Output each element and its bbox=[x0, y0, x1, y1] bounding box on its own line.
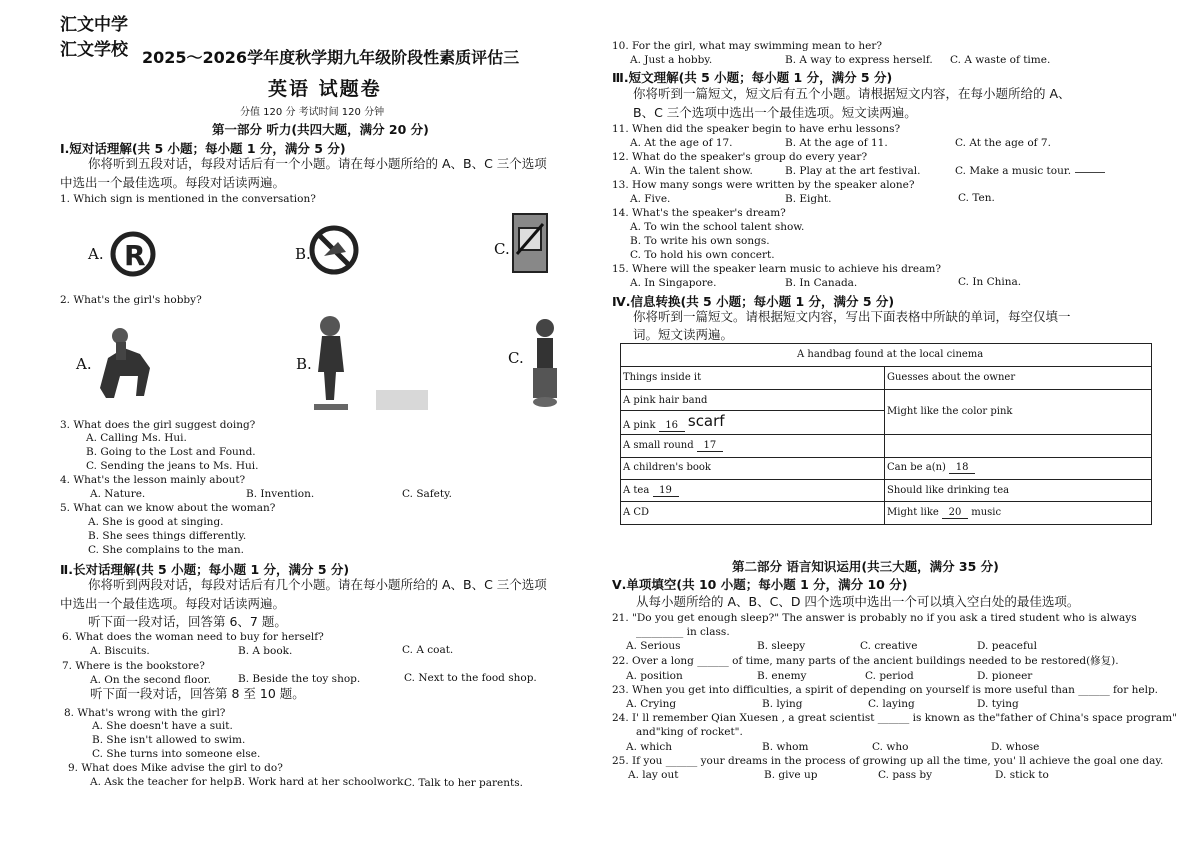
question-10: 10. For the girl, what may swimming mean to her? bbox=[612, 40, 883, 52]
q14-option-c: C. To hold his own concert. bbox=[630, 249, 775, 261]
table-divider bbox=[621, 410, 884, 411]
table-divider bbox=[621, 501, 1151, 502]
table-cell-small-round bbox=[623, 440, 723, 452]
q22-option-d: D. pioneer bbox=[977, 670, 1033, 682]
question-21-line-2: _________ in class. bbox=[636, 626, 730, 638]
q25-option-d: D. stick to bbox=[995, 769, 1049, 781]
q14-option-b: B. To write his own songs. bbox=[630, 235, 770, 247]
section4-instruction-2: 词。短文读两遍。 bbox=[633, 327, 734, 342]
blank-16[interactable] bbox=[659, 420, 685, 432]
q12-option-b: B. Play at the art festival. bbox=[785, 165, 921, 177]
section3-heading: Ⅲ.短文理解(共 5 小题；每小题 1 分，满分 5 分) bbox=[612, 70, 893, 85]
table-cell-text: Might like bbox=[887, 507, 939, 518]
q15-option-a: A. In Singapore. bbox=[630, 277, 717, 289]
q24-option-d: D. whose bbox=[991, 741, 1040, 753]
q12-option-c: C. Make a music tour. bbox=[955, 165, 1072, 177]
blank-number: 19 bbox=[659, 485, 672, 496]
table-cell-guess-occupation bbox=[887, 462, 975, 474]
section2-instruction: 你将听到两段对话，每段对话后有几个小题。请在每小题所给的 A、B、C 三个选项 bbox=[88, 577, 547, 592]
q10-option-b: B. A way to express herself. bbox=[785, 54, 933, 66]
table-cell-guess-music bbox=[887, 507, 1001, 519]
question-6: 6. What does the woman need to buy for herself? bbox=[62, 631, 324, 643]
q14-option-a: A. To win the school talent show. bbox=[630, 221, 805, 233]
table-cell-text: A pink bbox=[623, 420, 656, 431]
table-cell-tea bbox=[623, 485, 679, 497]
picture-shadow bbox=[376, 386, 428, 412]
q10-option-a: A. Just a hobby. bbox=[630, 54, 713, 66]
score-time: 分值 120 分 考试时间 120 分钟 bbox=[240, 107, 385, 118]
q21-option-c: C. creative bbox=[860, 640, 918, 652]
q7-option-b: B. Beside the toy shop. bbox=[238, 673, 361, 685]
blank-20[interactable] bbox=[942, 507, 968, 519]
q11-option-b: B. At the age of 11. bbox=[785, 137, 888, 149]
q7-option-c: C. Next to the food shop. bbox=[404, 672, 537, 684]
listen-instruction-8-10: 听下面一段对话，回答第 8 至 10 题。 bbox=[90, 686, 305, 701]
info-table bbox=[620, 343, 1152, 525]
section4-heading: Ⅳ.信息转换(共 5 小题；每小题 1 分，满分 5 分) bbox=[612, 294, 895, 309]
q13-option-b: B. Eight. bbox=[785, 193, 832, 205]
school-name-1: 汇文中学 bbox=[60, 15, 128, 35]
question-9: 9. What does Mike advise the girl to do? bbox=[68, 762, 283, 774]
q21-option-a: A. Serious bbox=[626, 640, 681, 652]
q12-option-a: A. Win the talent show. bbox=[630, 165, 753, 177]
blank-number: 17 bbox=[703, 440, 717, 451]
q6-option-a: A. Biscuits. bbox=[90, 645, 150, 657]
table-cell-text: Can be a(n) bbox=[887, 462, 946, 473]
question-3: 3. What does the girl suggest doing? bbox=[60, 419, 256, 431]
section1-heading: Ⅰ.短对话理解(共 5 小题；每小题 1 分，满分 5 分) bbox=[60, 141, 346, 156]
q22-option-c: C. period bbox=[865, 670, 914, 682]
registered-sign-icon bbox=[108, 218, 158, 286]
q4-option-a: A. Nature. bbox=[90, 488, 146, 500]
q3-option-c: C. Sending the jeans to Ms. Hui. bbox=[86, 460, 259, 472]
part2-heading: 第二部分 语言知识运用(共三大题，满分 35 分) bbox=[732, 559, 999, 574]
q7-option-a: A. On the second floor. bbox=[90, 674, 211, 686]
q15-option-b: B. In Canada. bbox=[785, 277, 858, 289]
table-cell-cd: A CD bbox=[623, 507, 650, 518]
section3-instruction-2: B、C 三个选项中选出一个最佳选项。短文读两遍。 bbox=[633, 105, 917, 120]
q8-option-a: A. She doesn't have a suit. bbox=[92, 720, 233, 732]
no-photo-sign-icon bbox=[510, 210, 550, 276]
exam-subtitle: 英语 试题卷 bbox=[268, 78, 382, 100]
table-cell-childrens-book: A children's book bbox=[623, 462, 711, 473]
school-name-2: 汇文学校 bbox=[60, 40, 128, 60]
table-cell-hair-band: A pink hair band bbox=[623, 395, 708, 406]
section3-instruction: 你将听到一篇短文，短文后有五个小题。请根据短文内容，在每小题所给的 A、 bbox=[633, 86, 1071, 101]
table-cell-text: A small round bbox=[623, 440, 694, 451]
q4-option-b: B. Invention. bbox=[246, 488, 315, 500]
q23-option-c: C. laying bbox=[868, 698, 915, 710]
q13-option-a: A. Five. bbox=[630, 193, 671, 205]
question-1: 1. Which sign is mentioned in the conversation? bbox=[60, 193, 316, 205]
table-divider bbox=[621, 434, 1151, 435]
q3-option-a: A. Calling Ms. Hui. bbox=[86, 432, 187, 444]
table-divider bbox=[621, 479, 1151, 480]
blank-18[interactable] bbox=[949, 462, 975, 474]
skateboarder-picture bbox=[310, 312, 352, 416]
question-2: 2. What's the girl's hobby? bbox=[60, 294, 202, 306]
stray-mark bbox=[1075, 172, 1105, 173]
q25-option-c: C. pass by bbox=[878, 769, 933, 781]
horse-riding-picture bbox=[94, 318, 156, 404]
section5-heading: Ⅴ.单项填空(共 10 小题；每小题 1 分，满分 10 分) bbox=[612, 577, 908, 592]
q15-option-c: C. In China. bbox=[958, 276, 1022, 288]
q24-option-c: C. who bbox=[872, 741, 909, 753]
section2-heading: Ⅱ.长对话理解(共 5 小题；每小题 1 分，满分 5 分) bbox=[60, 562, 350, 577]
question-24: 24. I' ll remember Qian Xuesen , a great scientist ______ is known as the"father of China's space program" bbox=[612, 712, 1177, 724]
q8-option-c: C. She turns into someone else. bbox=[92, 748, 261, 760]
table-cell-pink-blank bbox=[623, 414, 725, 432]
q1-label-c: C. bbox=[494, 240, 510, 258]
q10-option-c: C. A waste of time. bbox=[950, 54, 1051, 66]
table-cell-guess-tea: Should like drinking tea bbox=[887, 485, 1010, 496]
q25-option-b: B. give up bbox=[764, 769, 818, 781]
question-11: 11. When did the speaker begin to have erhu lessons? bbox=[612, 123, 901, 135]
q25-option-a: A. lay out bbox=[628, 769, 679, 781]
table-header-guesses: Guesses about the owner bbox=[887, 372, 1016, 383]
table-divider bbox=[621, 457, 1151, 458]
blank-17[interactable] bbox=[697, 440, 723, 452]
q6-option-b: B. A book. bbox=[238, 645, 293, 657]
q24-option-b: B. whom bbox=[762, 741, 809, 753]
skater-picture bbox=[527, 312, 563, 410]
q11-option-a: A. At the age of 17. bbox=[630, 137, 733, 149]
q5-option-c: C. She complains to the man. bbox=[88, 544, 244, 556]
blank-19[interactable] bbox=[653, 485, 679, 497]
blank-number: 18 bbox=[955, 462, 969, 473]
table-header-things: Things inside it bbox=[623, 372, 702, 383]
table-cell-text: music bbox=[971, 507, 1002, 518]
table-cell-text: A tea bbox=[623, 485, 650, 496]
q3-option-b: B. Going to the Lost and Found. bbox=[86, 446, 256, 458]
question-13: 13. How many songs were written by the speaker alone? bbox=[612, 179, 915, 191]
question-23: 23. When you get into difficulties, a spirit of depending on yourself is more useful than ______ for help. bbox=[612, 684, 1159, 696]
section2-instruction-2: 中选出一个最佳选项。每段对话读两遍。 bbox=[60, 596, 286, 611]
q1-label-b: B. bbox=[295, 245, 311, 263]
table-divider bbox=[621, 366, 1151, 367]
blank-number: 16 bbox=[665, 420, 679, 431]
question-24-line-2: and"king of rocket". bbox=[636, 726, 743, 738]
q9-option-b: B. Work hard at her schoolwork. bbox=[234, 776, 407, 788]
q2-label-b: B. bbox=[296, 355, 312, 373]
listen-instruction-6-7: 听下面一段对话，回答第 6、7 题。 bbox=[88, 614, 287, 629]
q22-option-b: B. enemy bbox=[757, 670, 807, 682]
q22-option-a: A. position bbox=[626, 670, 683, 682]
question-15: 15. Where will the speaker learn music to achieve his dream? bbox=[612, 263, 941, 275]
table-title: A handbag found at the local cinema bbox=[797, 349, 984, 360]
q2-label-a: A. bbox=[76, 355, 92, 373]
q6-option-c: C. A coat. bbox=[402, 644, 454, 656]
q23-option-b: B. lying bbox=[762, 698, 803, 710]
section5-instruction: 从每小题所给的 A、B、C、D 四个选项中选出一个可以填入空白处的最佳选项。 bbox=[636, 594, 1080, 609]
q23-option-d: D. tying bbox=[977, 698, 1019, 710]
q1-label-a: A. bbox=[88, 245, 104, 263]
q2-label-c: C. bbox=[508, 349, 524, 367]
question-22: 22. Over a long ______ of time, many parts of the ancient buildings needed to be restored(修复). bbox=[612, 655, 1119, 667]
section1-instruction: 你将听到五段对话，每段对话后有一个小题。请在每小题所给的 A、B、C 三个选项 bbox=[88, 156, 547, 171]
question-4: 4. What's the lesson mainly about? bbox=[60, 474, 246, 486]
table-divider bbox=[621, 389, 1151, 390]
question-14: 14. What's the speaker's dream? bbox=[612, 207, 786, 219]
exam-title: 2025～2026学年度秋学期九年级阶段性素质评估三 bbox=[142, 48, 520, 67]
q13-option-c: C. Ten. bbox=[958, 192, 995, 204]
blank-number: 20 bbox=[948, 507, 962, 518]
question-25: 25. If you ______ your dreams in the process of growing up all the time, you' ll achieve the goal one day. bbox=[612, 755, 1164, 767]
section1-instruction-2: 中选出一个最佳选项。每段对话读两遍。 bbox=[60, 175, 286, 190]
q21-option-b: B. sleepy bbox=[757, 640, 806, 652]
q5-option-b: B. She sees things differently. bbox=[88, 530, 247, 542]
question-21: 21. "Do you get enough sleep?" The answer is probably no if you ask a tired student who is always bbox=[612, 612, 1137, 624]
q4-option-c: C. Safety. bbox=[402, 488, 452, 500]
table-cell-guess-pink: Might like the color pink bbox=[887, 406, 1013, 417]
no-entry-sign-icon bbox=[308, 212, 360, 286]
question-12: 12. What do the speaker's group do every year? bbox=[612, 151, 868, 163]
question-8: 8. What's wrong with the girl? bbox=[64, 707, 226, 719]
q11-option-c: C. At the age of 7. bbox=[955, 137, 1051, 149]
q23-option-a: A. Crying bbox=[626, 698, 677, 710]
svg-text:R: R bbox=[124, 239, 146, 272]
q8-option-b: B. She isn't allowed to swim. bbox=[92, 734, 246, 746]
q9-option-a: A. Ask the teacher for help. bbox=[90, 776, 237, 788]
q9-option-c: C. Talk to her parents. bbox=[404, 777, 523, 789]
q24-option-a: A. which bbox=[626, 741, 673, 753]
question-7: 7. Where is the bookstore? bbox=[62, 660, 205, 672]
handwritten-answer: scarf bbox=[687, 412, 725, 430]
question-5: 5. What can we know about the woman? bbox=[60, 502, 276, 514]
q21-option-d: D. peaceful bbox=[977, 640, 1038, 652]
q5-option-a: A. She is good at singing. bbox=[88, 516, 224, 528]
section4-instruction: 你将听到一篇短文。请根据短文内容，写出下面表格中所缺的单词，每空仅填一 bbox=[633, 309, 1071, 324]
part1-heading: 第一部分 听力(共四大题，满分 20 分) bbox=[212, 122, 429, 137]
